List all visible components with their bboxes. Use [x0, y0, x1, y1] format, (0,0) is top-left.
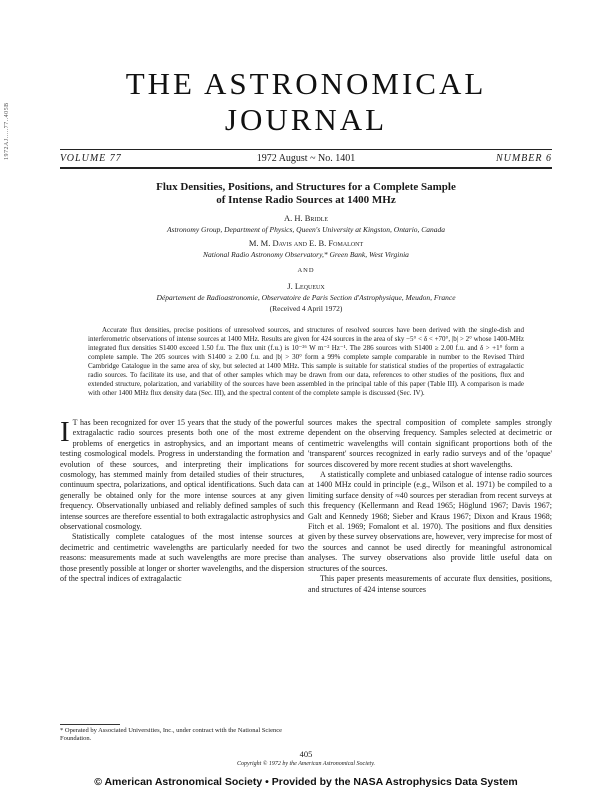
footnote: * Operated by Associated Universities, Inc., under contract with the National Science Foundation. [60, 727, 283, 742]
copyright-notice: Copyright © 1972 by the American Astronomical Society. [236, 761, 376, 767]
intro-paragraph-1 [60, 418, 304, 532]
right-paragraph-3: This paper presents measurements of accurate flux densities, positions, and structures of 424 intense sources [308, 574, 552, 594]
abstract: Accurate flux densities, precise positions of unresolved sources, and structures of resolved sources have been derived with the single-dish and interferometric observations of intense sources at 1400 MHz. Results are given for 424 sources in the area of sky −5° < δ < +70°, |b| > 2° whose 1400-MHz integrated flux densities S1400 exceed 1.50 f.u. The flux unit (f.u.) is 10⁻²⁶ W m⁻² Hz⁻¹. The 286 sources with S1400 ≥ 2.00 f.u. and δ > +1° form a complete sample. The 205 sources with S1400 ≥ 2.00 f.u. and |b| > 30° form a 99% complete sample comparable in number to the Revised Third Cambridge Catalogue in the same area of sky, but selected at 1400 MHz. This sample is suitable for statistical studies of the properties of extragalactic radio sources. To facilitate its use, and that of other samples which may be drawn from our data, references to other studies of the positions, flux and extended structure, polarization, and variability of the sources have been assembled in the principal table of this paper (Table III). A comparison is made with other 1400 MHz flux density data (Sec. III), and the spectral content of the complete sample is discussed (Sec. IV). [88, 326, 524, 397]
body-column-right [308, 418, 552, 595]
journal-title-line1: THE ASTRONOMICAL [125, 66, 487, 101]
bibcode-stamp: 1972AJ.....77..405B [4, 102, 10, 160]
body-column-left [60, 418, 304, 585]
issue-rule-top [60, 149, 552, 150]
received-date: (Received 4 April 1972) [269, 304, 343, 313]
journal-title [0, 66, 612, 138]
journal-title-line2: JOURNAL [224, 102, 388, 137]
right-paragraph-2: A statistically complete and unbiased catalogue of intense radio sources at 1400 MHz could in principle (e.g., Wilson et al. 1971) be compiled to a limiting surface density of ≈40 sources per steradian from recent surveys at this frequency (Kellermann and Read 1965; Höglund 1967; Davis 1967; Galt and Kennedy 1968; Sieber and Kraus 1967; Dixon and Kraus 1968; Fitch et al. 1969; Fomalont et al. 1970). The positions and flux densities given by these survey observations are, however, very imprecise for most of the sources and cannot be used directly for meaningful astronomical analyses. The survey observations also provide little useful data on structures of the sources. [308, 470, 552, 573]
author-2: M. M. Davis and E. B. Fomalont [248, 238, 364, 248]
drop-cap: I [60, 416, 70, 448]
intro-paragraph-2: Statistically complete catalogues of the most intense sources at decimetric and centimetric wavelengths are particularly needed for two reasons: measurements made at such wavelengths are more precise than those presently possible at longer or shorter wavelengths, and the dispersion of the spectral indices of extragalactic [60, 532, 304, 584]
affiliation-1: Astronomy Group, Department of Physics, Queen's University at Kingston, Ontario, Canada [166, 225, 446, 234]
article-title [100, 181, 512, 207]
issue-volume: VOLUME 77 [60, 153, 122, 164]
issue-number: NUMBER 6 [495, 153, 552, 164]
page-number: 405 [299, 749, 313, 759]
ads-banner: © American Astronomical Society • Provided by the NASA Astrophysics Data System [94, 776, 518, 788]
article-title-line1: Flux Densities, Positions, and Structures for a Complete Sample [156, 181, 456, 193]
affiliation-3: Département de Radioastronomie, Observatoire de Paris Section d'Astrophysique, Meudon, France [156, 293, 456, 302]
footnote-rule [60, 724, 120, 725]
intro-paragraph-1-text: T has been recognized for over 15 years that the study of the powerful extragalactic radio sources presents both one of the most extreme problems of energetics in astrophysics, and an important means of testing cosmological models. Progress in understanding the formation and evolution of these sources, and interpreting their implications for cosmology, has stemmed mainly from detailed studies of their structures, continuum spectra, polarizations, and optical identifications. Such data can generally be obtained only for the more intense sources at any given frequency. Observationally unbiased and reliably defined samples of such intense sources are therefore essential to both extragalactic astrophysics and observational cosmology. [60, 418, 304, 532]
issue-line [60, 152, 552, 166]
right-paragraph-1: sources makes the spectral composition of complete samples strongly dependent on the observing frequency. Samples selected at decimetric or centimetric wavelengths will contain significant proportions both of the 'transparent' sources recognized in early radio surveys and of the 'opaque' sources discovered by more recent studies at short wavelengths. [308, 418, 552, 469]
author-1: A. H. Bridle [283, 213, 329, 223]
article-title-line2: of Intense Radio Sources at 1400 MHz [216, 194, 396, 206]
issue-rule-bottom [60, 167, 552, 169]
issue-date: 1972 August ~ No. 1401 [256, 153, 356, 164]
author-block [60, 213, 552, 314]
author-3: J. Lequeux [287, 281, 325, 291]
affiliation-2: National Radio Astronomy Observatory,* Green Bank, West Virginia [203, 250, 409, 259]
author-conjunction: AND [297, 267, 315, 274]
